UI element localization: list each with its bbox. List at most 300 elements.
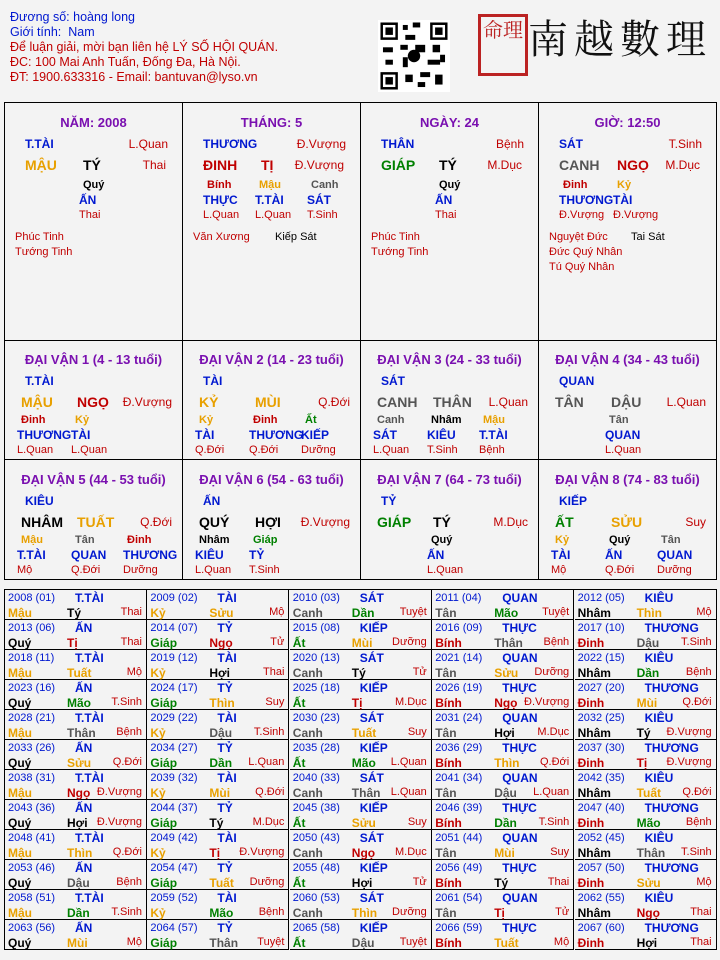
hidden-stem: Đinh [253,414,278,426]
hidden-god: T.TÀI [17,548,46,562]
year-stem: Đinh [577,876,605,890]
year-branch: Dậu [351,936,375,950]
year-stem: Kỷ [150,786,166,800]
hidden-god: QUAN [71,548,107,562]
year-god: THƯƠNG [644,861,699,875]
luck-stem: MẬU [21,394,53,410]
year-god: T.TÀI [75,771,104,785]
year-label: 2023 (16) [8,682,56,694]
year-label: 2020 (13) [292,652,340,664]
phone-email-line: ĐT: 1900.633316 - Email: bantuvan@lyso.vn [10,70,258,84]
hidden-stem: Quý [439,179,461,191]
year-branch: Tị [494,906,505,920]
year-stem: Bính [435,816,462,830]
year-branch: Mão [67,696,91,710]
pillar-cell [5,103,183,341]
year-label: 2011 (04) [435,592,482,604]
year-life-stage: Mộ [126,936,142,948]
pillar-stem-god: THÂN [381,137,415,151]
luck-cell [183,460,361,580]
hidden-god: KIÊU [195,548,224,562]
pillars-grid [4,102,717,341]
hidden-god: THƯƠNG [123,548,178,562]
year-life-stage: M.Dục [395,846,427,858]
pillar-life-stage: Thai [142,158,166,172]
year-branch: Sửu [636,876,661,890]
year-god: ẤN [75,621,93,635]
year-life-stage: Q.Đới [682,786,712,798]
year-life-stage: T.Sinh [538,816,570,828]
year-life-stage: L.Quan [390,786,427,798]
year-stem: Giáp [150,696,178,710]
luck-periods-grid [4,340,717,580]
year-cell [147,590,289,620]
year-god: THƯƠNG [644,741,699,755]
year-branch: Thân [636,846,666,860]
hidden-god: QUAN [657,548,693,562]
luck-life-stage: Q.Đới [140,515,172,529]
year-life-stage: Đ.Vượng [96,786,142,798]
year-cell [147,770,289,800]
luck-stem: QUÝ [199,514,230,530]
year-god: KIẾP [359,921,388,935]
pillar-life-stage: Đ.Vượng [294,158,344,172]
year-label: 2012 (05) [577,592,625,604]
year-cell [5,680,147,710]
year-cell [575,680,717,710]
luck-stem: KỶ [199,394,219,410]
luck-life-stage: L.Quan [666,395,706,409]
year-label: 2066 (59) [435,922,483,934]
gender-value: Nam [68,25,95,39]
year-branch: Mão [351,756,376,770]
pillar-branch-god: Bệnh [495,137,524,151]
year-god: ẤN [75,741,93,755]
year-life-stage: M.Dục [537,726,570,738]
pillar-star: Tướng Tinh [371,246,429,258]
year-label: 2033 (26) [8,742,56,754]
year-branch: Mùi [67,936,88,950]
year-life-stage: Đ.Vượng [524,696,570,708]
year-stem: Ất [292,876,306,890]
year-stem: Nhâm [577,726,611,740]
year-stem: Đinh [577,816,605,830]
year-branch: Hợi [67,816,88,830]
luck-title: ĐẠI VẬN 1 (4 - 13 tuổi) [24,352,163,367]
pillar-life-stage: M.Dục [487,158,522,172]
hidden-life-stage: L.Quan [605,444,642,456]
year-stem: Tân [435,846,457,860]
hidden-god: THƯƠNG [559,193,614,207]
year-life-stage: Bệnh [685,666,712,678]
year-label: 2014 (07) [150,622,198,634]
year-branch: Tị [67,636,78,650]
year-branch: Hợi [351,876,373,890]
year-label: 2050 (43) [292,832,340,844]
luck-stem-god: ẤN [203,494,221,508]
year-cell [575,860,717,890]
year-god: TÀI [217,591,237,605]
year-cell [290,830,432,860]
hidden-stem: Nhâm [431,414,462,426]
pillar-branch-god: T.Sinh [668,137,702,151]
hidden-life-stage: Đ.Vượng [613,209,659,221]
year-stem: Quý [8,756,32,770]
year-god: QUAN [502,711,538,725]
pillar-star: Phúc Tinh [371,231,420,243]
year-life-stage: Thai [120,606,142,618]
luck-title: ĐẠI VẬN 8 (74 - 83 tuổi) [555,472,700,487]
year-branch: Mùi [209,786,231,800]
luck-cell [5,460,183,580]
year-label: 2015 (08) [292,622,340,634]
hidden-life-stage: Q.Đới [605,564,635,576]
luck-branch: TÝ [433,514,451,530]
year-life-stage: Thai [262,666,285,678]
year-god: TÀI [217,711,237,725]
year-branch: Mão [636,816,661,830]
pillar-stem: MẬU [25,157,57,173]
luck-stem: CANH [377,394,418,410]
year-branch: Sửu [351,816,376,830]
luck-stem: NHÂM [21,514,63,530]
year-cell [147,740,289,770]
hidden-stem: Kỷ [75,414,90,426]
year-life-stage: Q.Đới [112,846,142,858]
year-label: 2062 (55) [577,892,625,904]
year-life-stage: Dưỡng [249,876,285,888]
gender-line [10,25,370,40]
year-stem: Quý [8,696,32,710]
year-stem: Giáp [150,936,178,950]
year-branch: Tý [494,876,509,890]
luck-cell [5,340,183,460]
year-cell [147,920,289,950]
year-cell [432,800,574,830]
year-life-stage: Mộ [269,606,285,618]
year-god: SÁT [359,711,384,725]
year-label: 2016 (09) [435,622,483,634]
year-branch: Tuất [494,936,519,950]
year-cell [575,890,717,920]
pillar-life-stage: M.Dục [665,158,700,172]
year-branch: Thìn [209,696,235,710]
year-cell [575,770,717,800]
year-branch: Dần [67,906,90,920]
year-god: KIẾP [359,741,388,755]
year-branch: Dậu [67,876,90,890]
year-god: TÀI [217,891,237,905]
year-god: ẤN [75,861,93,875]
year-label: 2024 (17) [150,682,198,694]
luck-stem-god: T.TÀI [25,374,54,388]
year-label: 2009 (02) [150,592,198,604]
year-cell [5,710,147,740]
hidden-life-stage: Đ.Vượng [559,209,605,221]
year-god: KIẾP [359,621,388,635]
hidden-life-stage: Q.Đới [195,444,225,456]
year-label: 2008 (01) [8,592,56,604]
year-label: 2056 (49) [435,862,483,874]
year-label: 2026 (19) [435,682,483,694]
year-stem: Nhâm [577,666,611,680]
year-cell [5,650,147,680]
year-label: 2022 (15) [577,652,625,664]
hidden-life-stage: L.Quan [71,444,108,456]
year-branch: Sửu [494,666,519,680]
year-branch: Ngọ [494,696,518,710]
year-life-stage: Tuyệt [399,936,427,948]
year-cell [290,770,432,800]
year-god: KIÊU [644,771,674,785]
year-cell [5,620,147,650]
year-label: 2045 (38) [292,802,340,814]
year-god: SÁT [359,891,384,905]
luck-title: ĐẠI VẬN 3 (24 - 33 tuổi) [377,352,522,367]
year-life-stage: Bệnh [685,816,712,828]
year-life-stage: Suy [550,846,570,858]
year-life-stage: Suy [265,696,285,708]
hidden-god: T.TÀI [255,193,284,207]
year-god: QUAN [502,891,538,905]
year-god: THƯƠNG [644,681,699,695]
hidden-god: SÁT [307,193,331,207]
year-cell [575,920,717,950]
luck-stem-god: TỶ [381,494,397,508]
year-life-stage: Tử [270,636,285,648]
year-cell [147,830,289,860]
hidden-god: T.TÀI [479,428,508,442]
hidden-god: TÀI [71,428,91,442]
hidden-life-stage: L.Quan [195,564,232,576]
year-stem: Tân [435,786,457,800]
year-cell [432,890,574,920]
year-life-stage: Mộ [696,606,712,618]
year-cell [575,830,717,860]
year-branch: Mùi [351,636,373,650]
year-stem: Mậu [8,606,32,620]
hidden-life-stage: L.Quan [373,444,410,456]
year-branch: Ngọ [636,906,660,920]
year-label: 2030 (23) [292,712,340,724]
year-life-stage: Mộ [696,876,712,888]
year-god: T.TÀI [75,651,104,665]
hidden-life-stage: L.Quan [17,444,54,456]
year-branch: Hợi [209,666,230,680]
year-life-stage: Q.Đới [112,756,142,768]
year-stem: Bính [435,876,462,890]
year-label: 2063 (56) [8,922,56,934]
year-god: KIÊU [644,651,674,665]
year-label: 2047 (40) [577,802,625,814]
year-cell [290,710,432,740]
year-life-stage: Đ.Vượng [666,756,712,768]
year-cell [290,590,432,620]
year-branch: Dần [351,606,375,620]
year-stem: Tân [435,606,457,620]
year-life-stage: Dưỡng [392,906,427,918]
pillar-star: Phúc Tinh [15,231,64,243]
year-label: 2055 (48) [292,862,340,874]
luck-life-stage: M.Dục [493,515,528,529]
year-stem: Giáp [150,876,178,890]
pillar-title: THÁNG: 5 [240,115,303,130]
year-branch: Thân [494,636,523,650]
hidden-stem: Kỷ [555,534,570,546]
year-label: 2053 (46) [8,862,56,874]
year-god: TỶ [217,801,233,815]
year-god: QUAN [502,771,538,785]
pillar-title: NGÀY: 24 [420,115,479,130]
year-stem: Quý [8,936,32,950]
year-label: 2017 (10) [577,622,625,634]
pillar-star: Tướng Tinh [15,246,73,258]
year-stem: Canh [292,726,323,740]
year-god: ẤN [75,681,93,695]
pillar-stem: ĐINH [203,157,238,173]
hidden-stem: Tân [661,534,681,546]
year-god: THỰC [502,741,537,755]
year-stem: Canh [292,906,323,920]
pillar-title: NĂM: 2008 [60,115,127,130]
hidden-life-stage: Q.Đới [249,444,279,456]
pillar-branch: NGỌ [617,157,649,173]
year-branch: Sửu [67,756,92,770]
year-label: 2027 (20) [577,682,625,694]
year-life-stage: Tử [412,876,427,888]
year-cell [5,770,147,800]
hidden-stem: Kỷ [617,179,632,191]
year-branch: Dậu [209,726,233,740]
year-stem: Đinh [577,936,605,950]
year-label: 2064 (57) [150,922,198,934]
pillar-branch: TÝ [83,157,101,173]
hidden-life-stage: Dưỡng [123,564,158,576]
year-life-stage: Q.Đới [682,696,712,708]
year-cell [290,860,432,890]
hidden-stem: Ất [305,414,317,426]
year-label: 2054 (47) [150,862,198,874]
year-cell [432,680,574,710]
annual-pillars-table [4,589,717,950]
year-cell [575,710,717,740]
year-branch: Ngọ [67,786,91,800]
year-god: T.TÀI [75,891,104,905]
year-god: TỶ [217,921,233,935]
year-god: TỶ [217,621,233,635]
pillar-branch: TỊ [261,157,274,173]
year-cell [147,620,289,650]
year-cell [432,770,574,800]
year-stem: Giáp [150,816,178,830]
year-branch: Tý [351,666,366,680]
year-branch: Tuất [351,726,377,740]
year-cell [147,800,289,830]
year-god: ẤN [75,921,93,935]
year-label: 2029 (22) [150,712,198,724]
year-god: SÁT [359,771,384,785]
year-stem: Đinh [577,696,605,710]
luck-branch: TUẤT [77,514,115,530]
year-cell [147,680,289,710]
year-label: 2034 (27) [150,742,198,754]
year-life-stage: Tuyệt [257,936,285,948]
luck-cell [361,460,539,580]
year-cell [5,830,147,860]
year-stem: Mậu [8,726,32,740]
year-life-stage: M.Dục [252,816,285,828]
year-god: KIẾP [359,801,388,815]
luck-title: ĐẠI VẬN 4 (34 - 43 tuổi) [555,352,700,367]
year-god: KIẾP [359,681,388,695]
year-label: 2018 (11) [8,652,55,664]
year-life-stage: Thai [690,906,712,918]
year-stem: Kỷ [150,666,166,680]
year-branch: Mùi [494,846,515,860]
year-branch: Hợi [636,936,658,950]
year-god: KIÊU [644,591,674,605]
year-stem: Canh [292,846,323,860]
year-life-stage: Q.Đới [255,786,285,798]
year-label: 2032 (25) [577,712,625,724]
year-cell [575,650,717,680]
hidden-life-stage: L.Quan [203,209,240,221]
year-stem: Kỷ [150,606,166,620]
year-branch: Thìn [494,756,520,770]
year-cell [290,920,432,950]
year-god: THỰC [502,621,537,635]
year-stem: Ất [292,636,306,650]
year-label: 2041 (34) [435,772,483,784]
year-god: THỰC [502,861,537,875]
year-branch: Hợi [494,726,515,740]
year-stem: Bính [435,696,462,710]
year-branch: Thân [209,936,239,950]
hidden-life-stage: Thai [435,209,457,221]
hidden-stem: Bính [207,179,232,191]
year-god: THƯƠNG [644,621,699,635]
year-label: 2048 (41) [8,832,56,844]
hidden-stem: Mậu [21,534,43,546]
year-branch: Thìn [636,606,662,620]
hidden-stem: Quý [431,534,453,546]
year-stem: Tân [435,726,457,740]
year-cell [5,890,147,920]
year-label: 2058 (51) [8,892,56,904]
hidden-god: THƯƠNG [17,428,72,442]
hidden-god: QUAN [605,428,641,442]
luck-stem-god: QUAN [559,374,595,388]
year-label: 2038 (31) [8,772,56,784]
year-god: THƯƠNG [644,921,699,935]
year-life-stage: Bệnh [116,876,142,888]
luck-branch: DẬU [611,394,642,410]
pillar-branch-god: Đ.Vượng [296,137,346,151]
luck-stem-god: KIẾP [559,494,588,508]
year-cell [432,740,574,770]
hidden-god: THƯƠNG [249,428,304,442]
year-label: 2036 (29) [435,742,483,754]
year-branch: Dần [209,756,233,770]
year-god: KIÊU [644,831,674,845]
pillar-branch-god: L.Quan [128,137,168,151]
luck-title: ĐẠI VẬN 7 (64 - 73 tuổi) [377,472,522,487]
luck-branch: HỢI [255,514,281,530]
year-cell [432,650,574,680]
pillar-star: Kiếp Sát [275,231,317,243]
hidden-stem: Tân [75,534,95,546]
pillar-star: Văn Xương [193,231,250,243]
